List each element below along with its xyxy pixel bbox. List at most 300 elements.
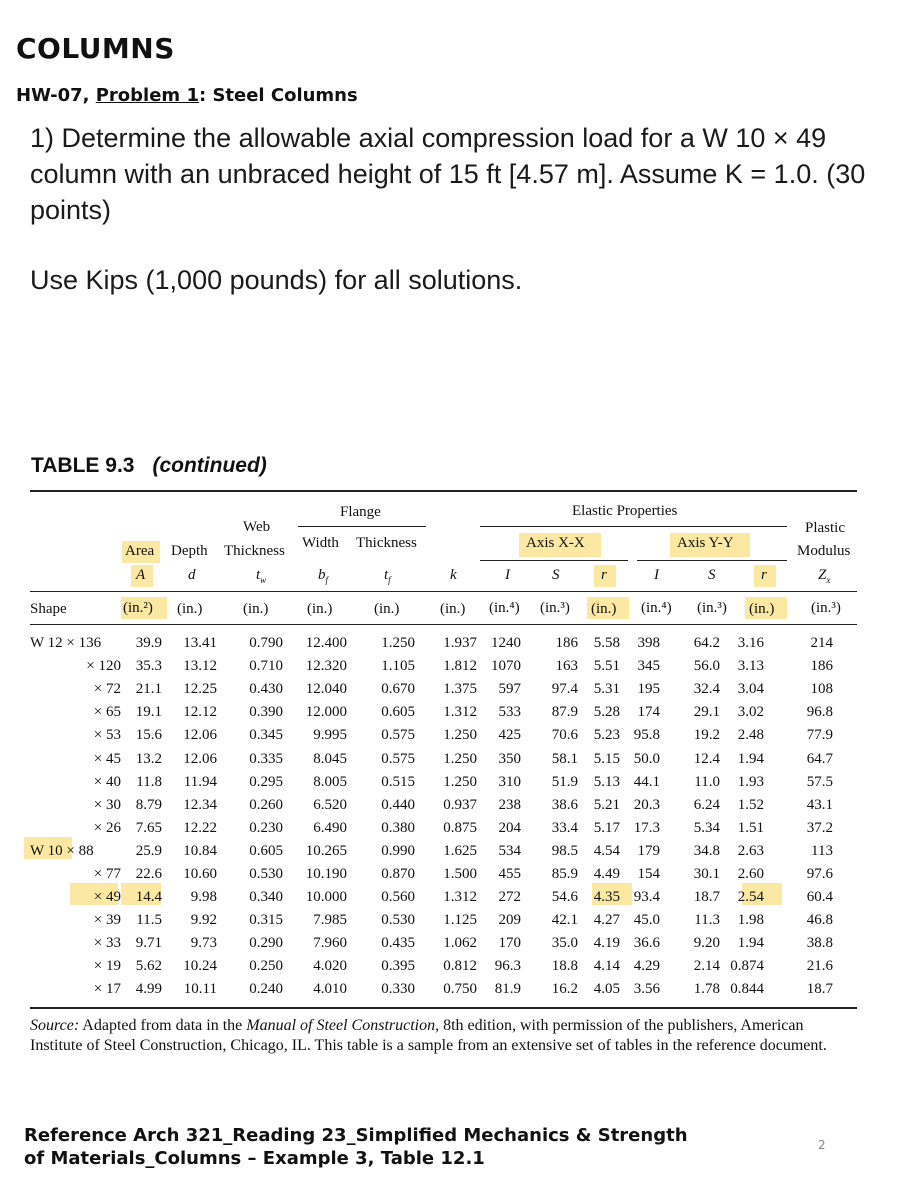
cell-rx: 5.17 bbox=[593, 819, 620, 836]
unit-k: (in.) bbox=[440, 601, 466, 617]
cell-web-thickness: 0.790 bbox=[249, 635, 283, 652]
cell-ry: 2.48 bbox=[737, 727, 764, 744]
cell-zx: 186 bbox=[810, 658, 833, 675]
cell-flange-thickness: 0.560 bbox=[381, 889, 415, 906]
cell-flange-width: 4.010 bbox=[313, 981, 347, 998]
cell-sx: 51.9 bbox=[551, 773, 578, 790]
source-label: Source: bbox=[30, 1017, 80, 1034]
cell-flange-thickness: 0.605 bbox=[381, 704, 415, 721]
cell-flange-width: 8.045 bbox=[313, 750, 347, 767]
table-heading bbox=[31, 454, 267, 478]
cell-flange-thickness: 0.380 bbox=[381, 819, 415, 836]
source-title: Manual of Steel Construction bbox=[246, 1017, 436, 1034]
header-elastic-properties: Elastic Properties bbox=[572, 503, 678, 519]
cell-ry: 1.52 bbox=[737, 796, 764, 813]
table-row bbox=[30, 678, 833, 701]
cell-zx: 43.1 bbox=[806, 796, 833, 813]
cell-rx: 4.27 bbox=[593, 912, 620, 929]
cell-web-thickness: 0.345 bbox=[249, 727, 283, 744]
cell-flange-width: 12.320 bbox=[305, 658, 347, 675]
cell-flange-thickness: 0.575 bbox=[381, 750, 415, 767]
cell-flange-width: 6.520 bbox=[313, 796, 347, 813]
cell-rx: 5.51 bbox=[593, 658, 620, 675]
cell-k: 0.875 bbox=[443, 819, 477, 836]
cell-iy: 95.8 bbox=[633, 727, 660, 744]
cell-ix: 310 bbox=[498, 773, 521, 790]
cell-sx: 85.9 bbox=[551, 865, 578, 882]
cell-rx: 4.49 bbox=[593, 865, 620, 882]
cell-ix: 350 bbox=[498, 750, 521, 767]
cell-depth: 12.06 bbox=[183, 750, 217, 767]
cell-depth: 10.24 bbox=[183, 958, 217, 975]
cell-zx: 46.8 bbox=[806, 912, 833, 929]
cell-shape: × 17 bbox=[93, 981, 121, 998]
cell-k: 0.937 bbox=[443, 796, 477, 813]
cell-iy: 3.56 bbox=[633, 981, 660, 998]
cell-zx: 18.7 bbox=[806, 981, 833, 998]
cell-ry: 3.04 bbox=[737, 681, 764, 698]
cell-ix: 170 bbox=[498, 935, 521, 952]
table-row bbox=[30, 701, 833, 724]
cell-sy: 29.1 bbox=[693, 704, 720, 721]
cell-shape: × 65 bbox=[93, 704, 121, 721]
table-row bbox=[30, 863, 833, 886]
cell-ry: 3.16 bbox=[737, 635, 764, 652]
header-axis-yy: Axis Y-Y bbox=[677, 535, 734, 551]
header-plastic: Plastic bbox=[805, 520, 845, 536]
steel-properties-table bbox=[30, 632, 833, 1002]
source-text-1: Adapted from data in the bbox=[79, 1017, 247, 1034]
cell-sx: 98.5 bbox=[551, 842, 578, 859]
symbol-tw: $t_w$ bbox=[256, 567, 267, 585]
cell-flange-width: 10.265 bbox=[305, 842, 347, 859]
table-row bbox=[30, 886, 833, 909]
page-title: COLUMNS bbox=[16, 32, 175, 65]
header-flange: Flange bbox=[340, 504, 381, 520]
unit-ix: (in.⁴) bbox=[489, 600, 520, 616]
table-row bbox=[30, 955, 833, 978]
cell-rx: 5.15 bbox=[593, 750, 620, 767]
symbol-zx: $Z_x$ bbox=[818, 567, 831, 585]
cell-k: 1.062 bbox=[443, 935, 477, 952]
unit-tf: (in.) bbox=[374, 601, 400, 617]
cell-web-thickness: 0.250 bbox=[249, 958, 283, 975]
cell-depth: 13.41 bbox=[183, 635, 217, 652]
cell-area: 7.65 bbox=[135, 819, 162, 836]
cell-k: 1.125 bbox=[443, 912, 477, 929]
units-note: Use Kips (1,000 pounds) for all solutions. bbox=[30, 265, 523, 295]
page-number: 2 bbox=[818, 1138, 826, 1152]
cell-iy: 174 bbox=[637, 704, 660, 721]
cell-area: 14.4 bbox=[135, 889, 162, 906]
cell-k: 1.312 bbox=[443, 704, 477, 721]
unit-tw: (in.) bbox=[243, 601, 269, 617]
cell-flange-width: 7.985 bbox=[313, 912, 347, 929]
cell-flange-thickness: 0.870 bbox=[381, 865, 415, 882]
cell-iy: 398 bbox=[637, 635, 660, 652]
cell-web-thickness: 0.240 bbox=[249, 981, 283, 998]
cell-depth: 13.12 bbox=[183, 658, 217, 675]
cell-iy: 20.3 bbox=[633, 796, 660, 813]
cell-iy: 345 bbox=[637, 658, 660, 675]
unit-iy: (in.⁴) bbox=[641, 600, 672, 616]
cell-area: 22.6 bbox=[135, 865, 162, 882]
symbol-area: A bbox=[136, 567, 146, 583]
table-row bbox=[30, 794, 833, 817]
cell-area: 19.1 bbox=[135, 704, 162, 721]
table-row bbox=[30, 817, 833, 840]
cell-shape: × 49 bbox=[93, 889, 121, 906]
cell-flange-width: 4.020 bbox=[313, 958, 347, 975]
cell-sy: 2.14 bbox=[693, 958, 720, 975]
axis-xx-rule bbox=[480, 560, 628, 561]
cell-web-thickness: 0.315 bbox=[249, 912, 283, 929]
table-row bbox=[30, 932, 833, 955]
cell-rx: 4.14 bbox=[593, 958, 620, 975]
cell-zx: 60.4 bbox=[806, 889, 833, 906]
cell-shape: × 30 bbox=[93, 796, 121, 813]
cell-area: 35.3 bbox=[135, 658, 162, 675]
cell-zx: 38.8 bbox=[806, 935, 833, 952]
table-row bbox=[30, 724, 833, 747]
cell-area: 13.2 bbox=[135, 750, 162, 767]
axis-yy-rule bbox=[637, 560, 787, 561]
cell-zx: 96.8 bbox=[806, 704, 833, 721]
cell-flange-width: 6.490 bbox=[313, 819, 347, 836]
cell-shape: × 26 bbox=[93, 819, 121, 836]
cell-iy: 44.1 bbox=[633, 773, 660, 790]
unit-area: (in.²) bbox=[123, 600, 153, 616]
cell-flange-thickness: 1.105 bbox=[381, 658, 415, 675]
cell-iy: 17.3 bbox=[633, 819, 660, 836]
cell-flange-thickness: 0.670 bbox=[381, 681, 415, 698]
cell-sx: 38.6 bbox=[551, 796, 578, 813]
cell-area: 25.9 bbox=[135, 842, 162, 859]
cell-zx: 57.5 bbox=[806, 773, 833, 790]
cell-zx: 97.6 bbox=[806, 865, 833, 882]
cell-sy: 64.2 bbox=[693, 635, 720, 652]
cell-ry: 0.874 bbox=[730, 958, 764, 975]
cell-sy: 30.1 bbox=[693, 865, 720, 882]
cell-area: 9.71 bbox=[135, 935, 162, 952]
cell-ry: 0.844 bbox=[730, 981, 764, 998]
header-shape: Shape bbox=[30, 601, 67, 617]
cell-web-thickness: 0.295 bbox=[249, 773, 283, 790]
cell-web-thickness: 0.390 bbox=[249, 704, 283, 721]
cell-zx: 37.2 bbox=[806, 819, 833, 836]
cell-flange-width: 10.000 bbox=[305, 889, 347, 906]
symbol-k: k bbox=[450, 567, 457, 583]
elastic-rule bbox=[480, 526, 787, 527]
cell-ix: 209 bbox=[498, 912, 521, 929]
cell-depth: 9.98 bbox=[190, 889, 217, 906]
header-depth: Depth bbox=[171, 543, 208, 559]
cell-depth: 11.94 bbox=[183, 773, 217, 790]
cell-sy: 19.2 bbox=[693, 727, 720, 744]
cell-area: 11.8 bbox=[136, 773, 162, 790]
cell-ry: 2.60 bbox=[737, 865, 764, 882]
cell-depth: 12.12 bbox=[183, 704, 217, 721]
cell-rx: 4.19 bbox=[593, 935, 620, 952]
problem-statement: 1) Determine the allowable axial compression load for a W 10 × 49 column with an unbraced height of 15 ft [4.57 m]. Assume K = 1.0. (30 points) bbox=[30, 123, 866, 225]
cell-sy: 5.34 bbox=[693, 819, 720, 836]
cell-ry: 2.63 bbox=[737, 842, 764, 859]
cell-ry: 1.51 bbox=[737, 819, 764, 836]
cell-rx: 5.23 bbox=[593, 727, 620, 744]
symbol-tf: $t_f$ bbox=[384, 567, 391, 585]
cell-sy: 6.24 bbox=[693, 796, 720, 813]
cell-ry: 1.98 bbox=[737, 912, 764, 929]
cell-flange-thickness: 0.330 bbox=[381, 981, 415, 998]
cell-iy: 50.0 bbox=[633, 750, 660, 767]
cell-ix: 534 bbox=[498, 842, 521, 859]
cell-sx: 70.6 bbox=[551, 727, 578, 744]
table-row bbox=[30, 978, 833, 1001]
cell-area: 8.79 bbox=[135, 796, 162, 813]
cell-sy: 18.7 bbox=[693, 889, 720, 906]
cell-flange-thickness: 0.440 bbox=[381, 796, 415, 813]
symbol-bf: $b_f$ bbox=[318, 567, 329, 585]
cell-flange-width: 12.400 bbox=[305, 635, 347, 652]
cell-area: 5.62 bbox=[135, 958, 162, 975]
cell-ry: 3.13 bbox=[737, 658, 764, 675]
cell-flange-thickness: 0.575 bbox=[381, 727, 415, 744]
cell-iy: 4.29 bbox=[633, 958, 660, 975]
cell-sy: 11.0 bbox=[694, 773, 720, 790]
cell-web-thickness: 0.710 bbox=[249, 658, 283, 675]
cell-k: 1.250 bbox=[443, 727, 477, 744]
cell-web-thickness: 0.530 bbox=[249, 865, 283, 882]
cell-rx: 5.21 bbox=[593, 796, 620, 813]
cell-k: 1.500 bbox=[443, 865, 477, 882]
cell-depth: 12.34 bbox=[183, 796, 217, 813]
cell-iy: 36.6 bbox=[633, 935, 660, 952]
table-label: TABLE 9.3 bbox=[31, 454, 135, 477]
cell-depth: 12.25 bbox=[183, 681, 217, 698]
cell-shape: × 53 bbox=[93, 727, 121, 744]
cell-depth: 9.73 bbox=[190, 935, 217, 952]
cell-shape: × 72 bbox=[93, 681, 121, 698]
cell-ix: 1240 bbox=[491, 635, 521, 652]
cell-sx: 87.9 bbox=[551, 704, 578, 721]
cell-ix: 425 bbox=[498, 727, 521, 744]
cell-depth: 9.92 bbox=[190, 912, 217, 929]
cell-depth: 10.11 bbox=[183, 981, 217, 998]
cell-flange-thickness: 1.250 bbox=[381, 635, 415, 652]
cell-ry: 1.94 bbox=[737, 750, 764, 767]
cell-rx: 5.31 bbox=[593, 681, 620, 698]
cell-iy: 45.0 bbox=[633, 912, 660, 929]
cell-rx: 4.35 bbox=[593, 889, 620, 906]
cell-zx: 113 bbox=[811, 842, 833, 859]
cell-k: 1.625 bbox=[443, 842, 477, 859]
cell-sy: 1.78 bbox=[693, 981, 720, 998]
cell-depth: 12.06 bbox=[183, 727, 217, 744]
unit-zx: (in.³) bbox=[811, 600, 841, 616]
table-row bbox=[30, 771, 833, 794]
cell-zx: 108 bbox=[810, 681, 833, 698]
cell-rx: 5.28 bbox=[593, 704, 620, 721]
cell-ix: 81.9 bbox=[494, 981, 521, 998]
cell-k: 1.250 bbox=[443, 750, 477, 767]
unit-sy: (in.³) bbox=[697, 600, 727, 616]
header-modulus: Modulus bbox=[797, 543, 851, 559]
cell-iy: 195 bbox=[637, 681, 660, 698]
cell-zx: 64.7 bbox=[806, 750, 833, 767]
symbol-ry: r bbox=[761, 567, 767, 583]
cell-sy: 12.4 bbox=[693, 750, 720, 767]
header-area: Area bbox=[125, 543, 155, 559]
cell-area: 4.99 bbox=[135, 981, 162, 998]
cell-ix: 597 bbox=[498, 681, 521, 698]
table-row bbox=[30, 632, 833, 655]
cell-rx: 5.13 bbox=[593, 773, 620, 790]
cell-iy: 93.4 bbox=[633, 889, 660, 906]
unit-rx: (in.) bbox=[591, 601, 617, 617]
symbol-iy: I bbox=[654, 567, 659, 583]
cell-ry: 1.94 bbox=[737, 935, 764, 952]
cell-k: 0.750 bbox=[443, 981, 477, 998]
cell-k: 1.375 bbox=[443, 681, 477, 698]
header-axis-xx: Axis X-X bbox=[526, 535, 585, 551]
cell-zx: 214 bbox=[810, 635, 833, 652]
cell-area: 39.9 bbox=[135, 635, 162, 652]
cell-shape: × 40 bbox=[93, 773, 121, 790]
cell-web-thickness: 0.605 bbox=[249, 842, 283, 859]
unit-ry: (in.) bbox=[749, 601, 775, 617]
cell-rx: 4.05 bbox=[593, 981, 620, 998]
cell-flange-width: 12.040 bbox=[305, 681, 347, 698]
cell-sx: 18.8 bbox=[551, 958, 578, 975]
cell-ry: 1.93 bbox=[737, 773, 764, 790]
cell-depth: 12.22 bbox=[183, 819, 217, 836]
symbol-sy: S bbox=[708, 567, 716, 583]
cell-iy: 179 bbox=[637, 842, 660, 859]
problem-link[interactable]: Problem 1 bbox=[95, 85, 199, 106]
table-body bbox=[30, 632, 833, 1002]
cell-depth: 10.84 bbox=[183, 842, 217, 859]
cell-zx: 21.6 bbox=[806, 958, 833, 975]
subtitle-suffix: : Steel Columns bbox=[198, 85, 358, 106]
unit-sx: (in.³) bbox=[540, 600, 570, 616]
cell-shape: × 19 bbox=[93, 958, 121, 975]
table-row bbox=[30, 655, 833, 678]
header-web-thickness: Thickness bbox=[224, 543, 285, 559]
cell-rx: 4.54 bbox=[593, 842, 620, 859]
cell-sx: 97.4 bbox=[551, 681, 578, 698]
cell-depth: 10.60 bbox=[183, 865, 217, 882]
page-subtitle bbox=[16, 85, 358, 106]
table-top-rule bbox=[30, 490, 857, 492]
cell-shape: W 10 × 88 bbox=[30, 842, 94, 859]
cell-sy: 56.0 bbox=[693, 658, 720, 675]
cell-shape: × 33 bbox=[93, 935, 121, 952]
cell-shape: × 77 bbox=[93, 865, 121, 882]
symbol-sx: S bbox=[552, 567, 560, 583]
cell-web-thickness: 0.340 bbox=[249, 889, 283, 906]
symbol-depth: d bbox=[188, 567, 196, 583]
symbol-rx: r bbox=[601, 567, 607, 583]
cell-flange-thickness: 0.435 bbox=[381, 935, 415, 952]
cell-sx: 54.6 bbox=[551, 889, 578, 906]
cell-k: 1.812 bbox=[443, 658, 477, 675]
cell-flange-thickness: 0.395 bbox=[381, 958, 415, 975]
subtitle-prefix: HW-07, bbox=[16, 85, 96, 106]
cell-web-thickness: 0.290 bbox=[249, 935, 283, 952]
cell-ix: 533 bbox=[498, 704, 521, 721]
cell-shape: W 12 × 136 bbox=[30, 635, 102, 652]
cell-flange-width: 12.000 bbox=[305, 704, 347, 721]
cell-web-thickness: 0.230 bbox=[249, 819, 283, 836]
table-row bbox=[30, 747, 833, 770]
cell-sx: 33.4 bbox=[551, 819, 578, 836]
symbol-ix: I bbox=[505, 567, 510, 583]
unit-depth: (in.) bbox=[177, 601, 203, 617]
header-web: Web bbox=[243, 519, 271, 535]
cell-area: 15.6 bbox=[135, 727, 162, 744]
flange-rule bbox=[298, 526, 426, 527]
units-bottom-rule bbox=[30, 624, 857, 625]
cell-k: 1.250 bbox=[443, 773, 477, 790]
cell-flange-thickness: 0.530 bbox=[381, 912, 415, 929]
cell-ix: 455 bbox=[498, 865, 521, 882]
cell-zx: 77.9 bbox=[806, 727, 833, 744]
cell-sy: 9.20 bbox=[693, 935, 720, 952]
cell-sy: 11.3 bbox=[694, 912, 720, 929]
cell-shape: × 120 bbox=[86, 658, 121, 675]
cell-ix: 204 bbox=[498, 819, 521, 836]
cell-k: 1.937 bbox=[443, 635, 477, 652]
cell-ix: 272 bbox=[498, 889, 521, 906]
table-source-note bbox=[30, 1016, 850, 1056]
cell-web-thickness: 0.430 bbox=[249, 681, 283, 698]
cell-shape: × 45 bbox=[93, 750, 121, 767]
cell-area: 11.5 bbox=[136, 912, 162, 929]
cell-flange-width: 7.960 bbox=[313, 935, 347, 952]
cell-area: 21.1 bbox=[135, 681, 162, 698]
cell-ry: 2.54 bbox=[737, 889, 764, 906]
cell-flange-width: 9.995 bbox=[313, 727, 347, 744]
cell-flange-width: 8.005 bbox=[313, 773, 347, 790]
cell-ry: 3.02 bbox=[737, 704, 764, 721]
cell-sx: 35.0 bbox=[551, 935, 578, 952]
cell-k: 1.312 bbox=[443, 889, 477, 906]
cell-ix: 238 bbox=[498, 796, 521, 813]
cell-shape: × 39 bbox=[93, 912, 121, 929]
unit-bf: (in.) bbox=[307, 601, 333, 617]
cell-sx: 58.1 bbox=[551, 750, 578, 767]
cell-sx: 16.2 bbox=[551, 981, 578, 998]
cell-sy: 32.4 bbox=[693, 681, 720, 698]
cell-web-thickness: 0.260 bbox=[249, 796, 283, 813]
cell-rx: 5.58 bbox=[593, 635, 620, 652]
table-row bbox=[30, 909, 833, 932]
header-bottom-rule bbox=[30, 591, 857, 592]
cell-flange-width: 10.190 bbox=[305, 865, 347, 882]
cell-ix: 96.3 bbox=[494, 958, 521, 975]
cell-k: 0.812 bbox=[443, 958, 477, 975]
table-continued: (continued) bbox=[152, 454, 267, 477]
source-text-2: , 8th edition, with permission of the publishers, American Institute of Steel Construction, Chicago, IL. This table is a sample from an extensive set of tables in the reference document. bbox=[30, 1017, 827, 1054]
header-flange-width: Width bbox=[302, 535, 339, 551]
cell-iy: 154 bbox=[637, 865, 660, 882]
cell-web-thickness: 0.335 bbox=[249, 750, 283, 767]
cell-sx: 186 bbox=[555, 635, 578, 652]
cell-ix: 1070 bbox=[491, 658, 521, 675]
header-flange-thickness: Thickness bbox=[356, 535, 417, 551]
cell-sx: 163 bbox=[555, 658, 578, 675]
table-row bbox=[30, 840, 833, 863]
